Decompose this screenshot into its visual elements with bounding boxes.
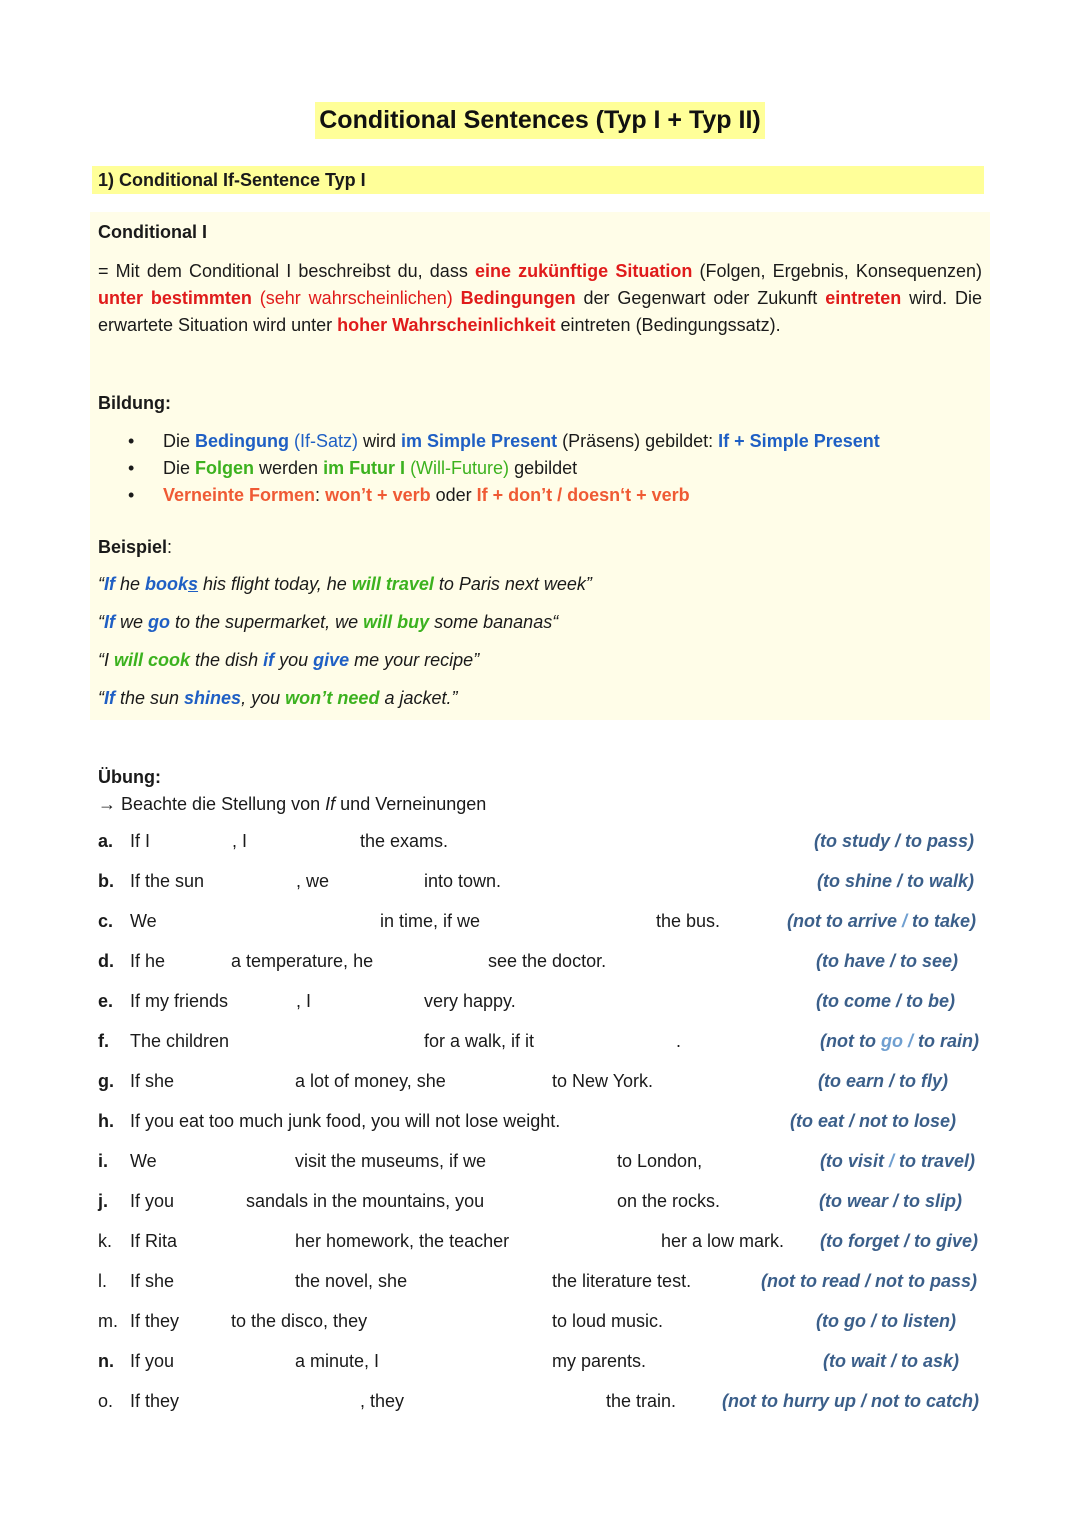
definition-text: unter bestimmten [98,288,252,308]
example-text: shines [184,688,242,708]
exercise-text: , we [296,871,330,891]
exercise-item [98,911,982,937]
definition-text: (Folgen, Ergebnis, Konsequenzen) [692,261,982,281]
exercise-letter: e. [98,991,114,1011]
verb-hint [790,1111,956,1132]
exercise-item [98,1071,982,1097]
bildung-list-item [128,482,880,509]
verb-hint [816,991,955,1012]
example-text: me your recipe” [349,650,480,670]
verb-hint-text: (to study / to pass) [813,831,974,851]
definition-text: hoher Wahrscheinlichkeit [337,315,556,335]
bildung-text: (If-Satz) [289,431,359,451]
definition-text: = Mit dem Conditional I beschreibst du, dass [98,261,475,281]
example-text: the dish [190,650,264,670]
verb-hint [820,1031,979,1052]
bildung-text: Bedingung [195,431,289,451]
exercise-item [98,1271,982,1297]
example-text: you [274,650,314,670]
exercise-text: the exams. [360,831,449,851]
verb-hint-text: / [901,911,907,931]
verb-hint-text: (to wait / to ask) [822,1351,959,1371]
exercise-item [98,1311,982,1337]
exercise-text: very happy. [424,991,516,1011]
exercise-item [98,951,982,977]
bildung-text: (Präsens) gebildet: [557,431,719,451]
verb-hint-text: / [888,1151,894,1171]
definition-text: eintreten [825,288,902,308]
exercise-letter: l. [98,1271,107,1291]
exercise-item [98,1231,982,1257]
verb-hint-text: (to visit [819,1151,889,1171]
verb-hint [818,1071,948,1092]
verb-hint-text: (to shine / to walk) [816,871,974,891]
conditional-heading: Conditional I [98,222,207,242]
verb-hint-text: go / [881,1031,913,1051]
bildung-text: oder [430,485,477,505]
exercise-item [98,1031,982,1057]
exercise-text: We [130,911,157,931]
arrow-icon: → [98,794,116,814]
example-text: to the supermarket, we [170,612,364,632]
example-text: some bananas“ [429,612,559,632]
verb-hint [816,1311,956,1332]
example-sentence [98,650,479,671]
exercise-text: see the doctor. [488,951,607,971]
verb-hint-text: to take) [906,911,976,931]
bildung-text: im Futur I [323,458,406,478]
bildung-text: im Simple Present [401,431,558,451]
example-text: , you [241,688,286,708]
exercise-item [98,831,982,857]
exercise-text: We [130,1151,157,1171]
exercise-text: , they [360,1391,405,1411]
example-sentence [98,612,558,633]
bildung-text: wird [358,431,402,451]
instruction-post: und Verneinungen [335,794,487,814]
verb-hint-text: (to earn / to fly) [818,1071,948,1091]
bildung-text: won’t + verb [325,485,431,505]
verb-hint [820,1231,978,1252]
definition-text: wird. Die erwartete Situation wird unter [98,288,982,335]
bildung-text: (Will-Future) [405,458,510,478]
exercise-text: If you [130,1191,175,1211]
beispiel-colon: : [167,537,173,557]
instruction-if: If [325,794,336,814]
exercise-letter: a. [98,831,114,851]
example-text: If [104,612,115,632]
exercise-instruction [98,794,486,815]
verb-hint-text: (to have / to see) [815,951,958,971]
example-text: if [263,650,275,670]
example-text: If [104,574,115,594]
exercise-text: If my friends [130,991,229,1011]
exercise-text: the novel, she [295,1271,408,1291]
exercise-text: If they [130,1311,180,1331]
exercise-letter: i. [98,1151,109,1171]
verb-hint [816,951,958,972]
exercise-text: , I [296,991,312,1011]
verb-hint-text: (to wear / to slip) [818,1191,962,1211]
exercise-text: into town. [424,871,502,891]
definition-text: (sehr wahrscheinlichen) [251,288,461,308]
title-wrap [0,102,1080,139]
exercise-text: for a walk, if it [424,1031,535,1051]
exercise-letter: j. [98,1191,109,1211]
definition-text: eine zukünftige Situation [474,261,693,281]
exercise-text: If you [130,1351,175,1371]
exercise-item [98,1151,982,1177]
exercise-text: If you eat too much junk food, you will not lose weight. [130,1111,561,1131]
verb-hint-text: (not to read / not to pass) [761,1271,977,1291]
verb-hint [761,1271,977,1292]
exercise-text: to London, [617,1151,703,1171]
exercise-letter: h. [98,1111,114,1131]
exercise-item [98,871,982,897]
section-heading-typ-1: 1) Conditional If-Sentence Typ I [92,166,984,194]
exercise-text: my parents. [552,1351,647,1371]
exercise-text: If Rita [130,1231,178,1251]
example-text: If [104,688,115,708]
example-text: give [313,650,350,670]
bildung-text: werden [254,458,324,478]
bullet-icon: • [128,458,135,478]
example-text: “I [98,650,114,670]
exercise-text: a lot of money, she [295,1071,446,1091]
bildung-text: Verneinte Formen [163,485,316,505]
exercise-text: to loud music. [552,1311,664,1331]
example-sentence [98,574,592,595]
example-text: “ [98,688,104,708]
exercise-text: the train. [606,1391,677,1411]
verb-hint-text: (not to arrive [786,911,902,931]
exercise-text: , I [232,831,248,851]
exercise-text: The children [130,1031,230,1051]
exercise-letter: n. [98,1351,114,1371]
example-text: s [188,574,199,594]
bildung-list-item [128,455,880,482]
verb-hint-text: to travel) [893,1151,975,1171]
exercise-letter: c. [98,911,114,931]
exercise-text: her homework, the teacher [295,1231,510,1251]
verb-hint [817,871,974,892]
bildung-text: Die [163,458,196,478]
definition-paragraph [98,258,982,339]
exercise-text: If the sun [130,871,205,891]
example-text: go [148,612,171,632]
bildung-text: If + Simple Present [718,431,880,451]
exercise-text: . [676,1031,682,1051]
exercise-letter: k. [98,1231,113,1251]
exercise-text: visit the museums, if we [295,1151,487,1171]
bullet-icon: • [128,485,135,505]
example-text: book [145,574,189,594]
bildung-list [128,428,880,509]
bullet-icon: • [128,431,135,451]
exercise-letter: b. [98,871,114,891]
example-text: “ [98,612,104,632]
beispiel-heading-line [98,537,172,558]
bildung-text: Die [163,431,196,451]
exercise-item [98,991,982,1017]
exercise-item [98,1351,982,1377]
example-text: to Paris next week” [433,574,592,594]
exercise-text: a minute, I [295,1351,380,1371]
exercise-text: a temperature, he [231,951,374,971]
definition-text: der Gegenwart oder Zukunft [575,288,826,308]
exercise-text: If she [130,1271,175,1291]
verb-hint-text: (not to hurry up / not to catch) [722,1391,979,1411]
verb-hint-text: to rain) [913,1031,979,1051]
exercise-text: the literature test. [552,1271,692,1291]
bildung-text: : [315,485,326,505]
verb-hint [823,1351,959,1372]
exercise-text: in time, if we [380,911,481,931]
verb-hint-text: (to forget / to give) [820,1231,978,1251]
example-text: he [115,574,146,594]
verb-hint-text: (to come / to be) [816,991,955,1011]
verb-hint [820,1151,975,1172]
bildung-list-item [128,428,880,455]
verb-hint [722,1391,979,1412]
exercise-text: her a low mark. [661,1231,785,1251]
example-text: will cook [114,650,191,670]
exercise-letter: f. [98,1031,109,1051]
verb-hint-text: (to eat / not to lose) [790,1111,956,1131]
example-text: we [115,612,149,632]
bildung-text: gebildet [509,458,578,478]
beispiel-heading: Beispiel [98,537,168,557]
exercise-text: sandals in the mountains, you [246,1191,485,1211]
definition-text: eintreten (Bedingungssatz). [555,315,781,335]
exercise-text: to the disco, they [231,1311,368,1331]
exercise-letter: o. [98,1391,114,1411]
exercise-item [98,1111,982,1137]
example-text: the sun [115,688,185,708]
verb-hint [819,1191,962,1212]
exercise-text: the bus. [656,911,721,931]
example-text: a jacket.” [379,688,458,708]
verb-hint-text: (to go / to listen) [816,1311,956,1331]
example-text: “ [98,574,104,594]
exercise-text: If I [130,831,151,851]
instruction-pre: Beachte die Stellung von [116,794,326,814]
exercise-item [98,1391,982,1417]
exercise-letter: g. [98,1071,114,1091]
verb-hint [787,911,976,932]
exercise-text: on the rocks. [617,1191,721,1211]
exercise-text: If she [130,1071,175,1091]
exercise-letter: m. [98,1311,118,1331]
exercise-text: If he [130,951,166,971]
bildung-text: If + don’t / doesn‘t + verb [476,485,690,505]
definition-text: Bedingungen [460,288,576,308]
example-sentence [98,688,457,709]
example-text: will travel [351,574,434,594]
verb-hint [814,831,974,852]
exercise-heading: Übung: [98,767,161,787]
page-title: Conditional Sentences (Typ I + Typ II) [315,102,764,139]
verb-hint-text: (not to [820,1031,881,1051]
bildung-text: Folgen [195,458,255,478]
exercise-text: to New York. [552,1071,654,1091]
exercise-item [98,1191,982,1217]
example-text: won’t need [285,688,380,708]
example-text: his flight today, he [198,574,352,594]
bildung-heading: Bildung: [98,393,171,413]
exercise-text: If they [130,1391,180,1411]
example-text: will buy [363,612,430,632]
exercise-letter: d. [98,951,114,971]
